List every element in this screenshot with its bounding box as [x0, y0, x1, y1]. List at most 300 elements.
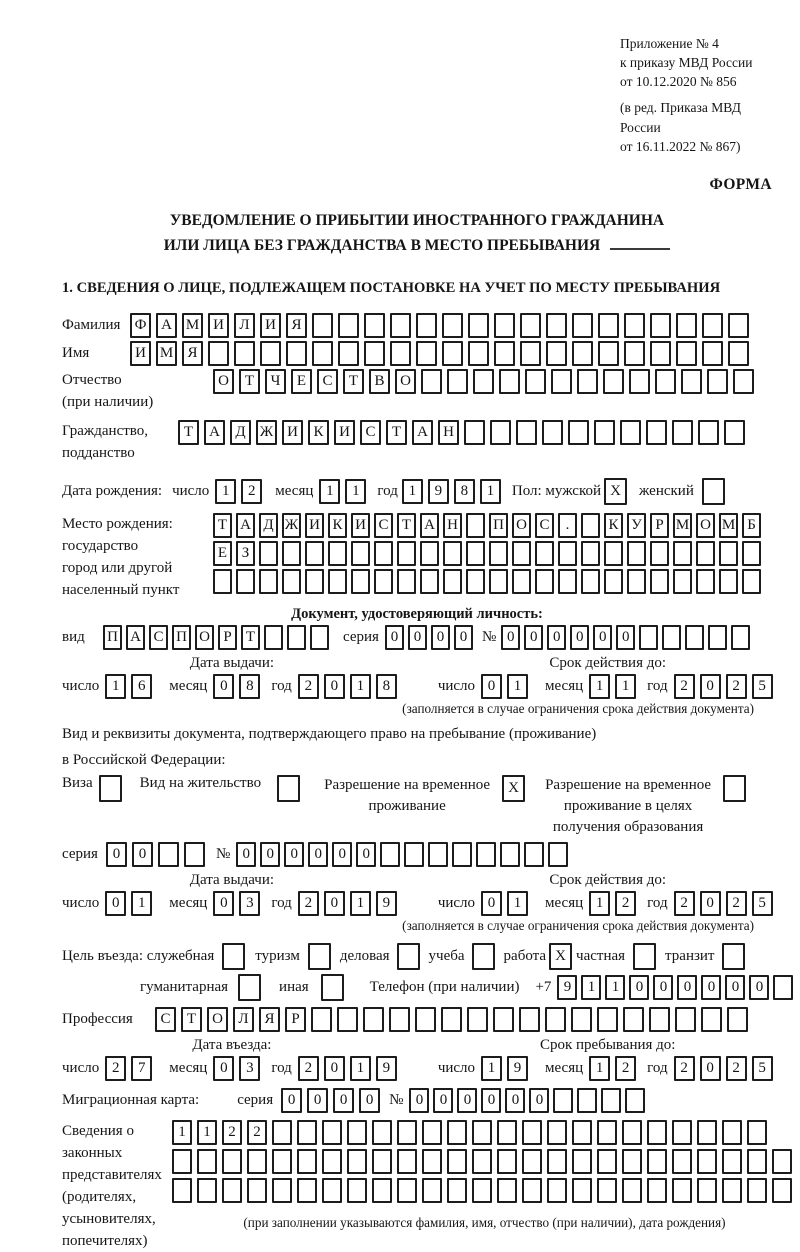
form-cell-empty: [489, 541, 508, 566]
form-cell-filled: 0: [529, 1088, 549, 1113]
form-cell-empty: [572, 1120, 592, 1145]
form-cell-empty: [723, 775, 746, 802]
form-cell-empty: [603, 369, 624, 394]
form-cell-filled: Ч: [265, 369, 286, 394]
residence-doc-text-line1: Вид и реквизиты документа, подтверждающего право на пребывание (проживание): [62, 726, 597, 743]
form-cell-empty: [443, 541, 462, 566]
form-cell-filled: И: [305, 513, 324, 538]
form-cell-empty: [473, 369, 494, 394]
form-cell-filled: 0: [457, 1088, 477, 1113]
form-cell-empty: [337, 1007, 358, 1032]
form-cell-empty: [322, 1178, 342, 1203]
form-cell-empty: [594, 420, 615, 445]
representatives-cell-rows: [172, 1120, 797, 1231]
form-cell-empty: [494, 313, 515, 338]
form-cell-filled: Т: [386, 420, 407, 445]
sex-female-label: женский: [639, 483, 694, 500]
form-cell-empty: [672, 1178, 692, 1203]
form-cell-filled: 0: [307, 1088, 328, 1113]
year-label: год: [647, 678, 668, 695]
form-cell-empty: [597, 1149, 617, 1174]
form-cell-filled: А: [204, 420, 225, 445]
form-cell-empty: [622, 1149, 642, 1174]
temp-permit-option: [324, 775, 525, 817]
given-name-label: Имя: [62, 345, 90, 362]
form-cell-filled: 0: [677, 975, 697, 1000]
doc-issue-month-cells: [213, 674, 265, 699]
form-cell-filled: К: [328, 513, 347, 538]
form-cell-empty: [380, 842, 400, 867]
form-cell-empty: [672, 1149, 692, 1174]
form-cell-filled: Д: [259, 513, 278, 538]
form-cell-empty: [568, 420, 589, 445]
form-title-line2: ИЛИ ЛИЦА БЕЗ ГРАЖДАНСТВА В МЕСТО ПРЕБЫВАНИЯ: [163, 237, 601, 255]
profession-row: [62, 1007, 772, 1032]
entry-date-heading: Дата въезда:: [192, 1037, 272, 1054]
profession-label: Профессия: [62, 1011, 133, 1028]
form-cell-empty: [577, 1088, 597, 1113]
residence-permit-checkbox: [277, 775, 300, 802]
form-cell-empty: [500, 842, 520, 867]
form-cell-empty: [372, 1149, 392, 1174]
form-cell-empty: [312, 313, 333, 338]
birth-year-cells: [402, 479, 506, 504]
form-cell-empty: [597, 1120, 617, 1145]
form-cell-empty: [197, 1178, 217, 1203]
form-cell-filled: 0: [213, 1056, 234, 1081]
form-cell-empty: [546, 313, 567, 338]
doc-valid-year-cells: [674, 674, 778, 699]
permit-valid-day-cells: [481, 891, 533, 916]
form-cell-filled: 0: [333, 1088, 354, 1113]
form-cell-empty: [420, 569, 439, 594]
form-cell-empty: [321, 974, 344, 1001]
form-cell-empty: [347, 1178, 367, 1203]
birth-date-row: [62, 478, 772, 505]
patronymic-cells: [213, 369, 759, 394]
form-cell-filled: О: [213, 369, 234, 394]
permit-validity-note: (заполняется в случае ограничения срока действия документа): [402, 918, 754, 934]
sex-female-checkbox: [702, 478, 725, 505]
form-cell-empty: [647, 1120, 667, 1145]
form-cell-empty: [577, 369, 598, 394]
form-cell-empty: [722, 1149, 742, 1174]
month-label: месяц: [169, 678, 208, 695]
form-cell-empty: [675, 1007, 696, 1032]
form-cell-empty: [772, 1178, 792, 1203]
purpose-second-row: [62, 974, 772, 1001]
form-cell-filled: М: [156, 341, 177, 366]
form-cell-filled: О: [512, 513, 531, 538]
form-cell-empty: [572, 1178, 592, 1203]
form-cell-filled: О: [195, 625, 214, 650]
form-cell-filled: 0: [481, 1088, 501, 1113]
form-cell-empty: [719, 541, 738, 566]
form-cell-filled: 1: [345, 479, 366, 504]
form-cell-filled: X: [604, 478, 627, 505]
form-cell-empty: [452, 842, 472, 867]
form-cell-empty: [234, 341, 255, 366]
form-cell-empty: [747, 1120, 767, 1145]
form-cell-empty: [447, 1120, 467, 1145]
form-cell-empty: [698, 420, 719, 445]
form-cell-filled: К: [308, 420, 329, 445]
form-cell-empty: [404, 842, 424, 867]
form-cell-filled: 0: [281, 1088, 302, 1113]
form-cell-empty: [422, 1120, 442, 1145]
form-cell-empty: [650, 341, 671, 366]
form-cell-filled: 2: [726, 674, 747, 699]
representatives-cells-row2: [172, 1149, 797, 1174]
form-cell-empty: [286, 341, 307, 366]
amendment-line: от 16.11.2022 № 867): [620, 138, 741, 154]
form-cell-filled: Т: [181, 1007, 202, 1032]
citizenship-label: [62, 420, 178, 464]
citizenship-label-line: Гражданство,: [62, 423, 149, 440]
form-cell-filled: 2: [615, 1056, 636, 1081]
form-cell-filled: 1: [589, 1056, 610, 1081]
form-cell-empty: [604, 541, 623, 566]
form-cell-filled: М: [182, 313, 203, 338]
entry-dates-block: [62, 1037, 772, 1081]
form-cell-filled: 0: [324, 1056, 345, 1081]
form-cell-empty: [476, 842, 496, 867]
form-cell-empty: [472, 1149, 492, 1174]
form-cell-empty: [524, 842, 544, 867]
form-cell-empty: [466, 569, 485, 594]
form-cell-filled: 0: [700, 1056, 721, 1081]
form-cell-filled: 0: [106, 842, 127, 867]
form-cell-empty: [650, 541, 669, 566]
form-cell-filled: 0: [524, 625, 543, 650]
form-cell-filled: А: [236, 513, 255, 538]
doc-valid-month-cells: [589, 674, 641, 699]
year-label: год: [377, 483, 398, 500]
form-cell-filled: Л: [234, 313, 255, 338]
form-cell-empty: [338, 313, 359, 338]
form-cell-empty: [647, 1149, 667, 1174]
form-cell-empty: [447, 369, 468, 394]
visa-checkbox: [99, 775, 122, 802]
form-cell-empty: [697, 1149, 717, 1174]
form-cell-empty: [553, 1088, 573, 1113]
form-cell-filled: 1: [402, 479, 423, 504]
form-cell-empty: [742, 569, 761, 594]
form-cell-empty: [282, 569, 301, 594]
surname-row: [62, 313, 772, 338]
citizenship-label-line: подданство: [62, 445, 135, 462]
form-cell-empty: [328, 569, 347, 594]
form-cell-empty: [99, 775, 122, 802]
form-cell-filled: И: [208, 313, 229, 338]
form-cell-empty: [222, 943, 245, 970]
form-cell-filled: 1: [589, 674, 610, 699]
form-cell-empty: [545, 1007, 566, 1032]
form-cell-filled: 0: [308, 842, 328, 867]
purpose-business-checkbox: [397, 943, 420, 970]
month-label: месяц: [545, 678, 584, 695]
form-cell-filled: 1: [589, 891, 610, 916]
form-cell-empty: [364, 313, 385, 338]
form-cell-filled: 5: [752, 1056, 773, 1081]
permit-issue-date-heading: Дата выдачи:: [189, 872, 275, 889]
form-cell-empty: [722, 943, 745, 970]
form-cell-empty: [272, 1178, 292, 1203]
purpose-official-label: Цель въезда: служебная: [62, 948, 215, 965]
form-cell-empty: [649, 1007, 670, 1032]
form-cell-filled: Я: [259, 1007, 280, 1032]
permit-issue-year-cells: [298, 891, 402, 916]
form-cell-empty: [247, 1149, 267, 1174]
form-cell-empty: [338, 341, 359, 366]
form-cell-empty: [447, 1149, 467, 1174]
form-cell-empty: [416, 313, 437, 338]
permit-series-cells: [106, 842, 210, 867]
form-cell-empty: [428, 842, 448, 867]
form-cell-filled: С: [374, 513, 393, 538]
temp-permit-checkbox: [502, 775, 525, 802]
forma-heading: ФОРМА: [709, 175, 772, 193]
form-cell-filled: С: [155, 1007, 176, 1032]
entry-month-cells: [213, 1056, 265, 1081]
form-cell-empty: [512, 541, 531, 566]
form-cell-filled: С: [149, 625, 168, 650]
form-cell-empty: [548, 842, 568, 867]
form-cell-empty: [443, 569, 462, 594]
form-cell-filled: 9: [376, 891, 397, 916]
form-cell-empty: [542, 420, 563, 445]
identity-doc-row: [62, 625, 772, 650]
birthplace-row: [62, 513, 772, 601]
form-cell-empty: [468, 313, 489, 338]
form-cell-filled: 9: [428, 479, 449, 504]
form-cell-filled: 0: [213, 891, 234, 916]
form-cell-filled: 0: [725, 975, 745, 1000]
migration-number-label: №: [389, 1092, 404, 1109]
form-cell-empty: [421, 369, 442, 394]
form-cell-empty: [497, 1120, 517, 1145]
form-cell-empty: [697, 1178, 717, 1203]
form-cell-empty: [728, 313, 749, 338]
form-cell-empty: [247, 1178, 267, 1203]
form-cell-empty: [472, 943, 495, 970]
appendix-reference: [620, 34, 772, 156]
form-cell-filled: Т: [213, 513, 232, 538]
form-cell-filled: Я: [182, 341, 203, 366]
form-cell-empty: [731, 625, 750, 650]
form-cell-empty: [773, 975, 793, 1000]
form-cell-filled: 2: [298, 674, 319, 699]
doc-series-label: серия: [343, 629, 379, 646]
form-cell-filled: 0: [454, 625, 473, 650]
form-cell-filled: 0: [570, 625, 589, 650]
form-cell-filled: 0: [593, 625, 612, 650]
form-cell-empty: [702, 478, 725, 505]
form-cell-empty: [222, 1149, 242, 1174]
form-cell-filled: А: [420, 513, 439, 538]
residence-permit-option: [140, 775, 300, 802]
form-cell-empty: [464, 420, 485, 445]
stay-day-cells: [481, 1056, 533, 1081]
form-cell-empty: [468, 341, 489, 366]
temp-permit-label-line: проживание: [368, 798, 446, 815]
form-cell-empty: [322, 1149, 342, 1174]
form-cell-empty: [238, 974, 261, 1001]
form-cell-empty: [520, 313, 541, 338]
form-cell-empty: [272, 1149, 292, 1174]
given-name-row: [62, 341, 772, 366]
doc-number-label: №: [481, 629, 497, 646]
purpose-study-checkbox: [472, 943, 495, 970]
form-cell-empty: [572, 341, 593, 366]
form-cell-empty: [415, 1007, 436, 1032]
birthplace-cells-row2: [213, 541, 765, 566]
form-cell-empty: [598, 341, 619, 366]
residence-permit-options: [62, 775, 772, 838]
form-cell-empty: [497, 1149, 517, 1174]
doc-dates-block: [62, 655, 772, 699]
form-cell-filled: 2: [298, 891, 319, 916]
form-cell-filled: 0: [284, 842, 304, 867]
form-cell-empty: [662, 625, 681, 650]
form-cell-empty: [701, 1007, 722, 1032]
purpose-other-checkbox: [321, 974, 344, 1001]
form-cell-empty: [374, 569, 393, 594]
form-cell-empty: [546, 341, 567, 366]
form-cell-empty: [572, 313, 593, 338]
month-label: месяц: [169, 895, 208, 912]
form-cell-empty: [696, 569, 715, 594]
form-cell-filled: 0: [501, 625, 520, 650]
form-cell-empty: [364, 341, 385, 366]
day-label: число: [62, 1060, 100, 1077]
form-cell-empty: [447, 1178, 467, 1203]
form-cell-empty: [572, 1149, 592, 1174]
form-cell-empty: [397, 1120, 417, 1145]
form-cell-filled: 0: [700, 891, 721, 916]
form-cell-empty: [522, 1120, 542, 1145]
form-cell-empty: [647, 1178, 667, 1203]
permit-series-row: [62, 842, 772, 867]
form-cell-filled: Т: [241, 625, 260, 650]
form-cell-filled: 1: [105, 674, 126, 699]
form-cell-empty: [441, 1007, 462, 1032]
form-cell-empty: [422, 1149, 442, 1174]
form-cell-empty: [558, 541, 577, 566]
form-cell-filled: 2: [726, 891, 747, 916]
form-cell-filled: 0: [481, 891, 502, 916]
form-cell-filled: Ж: [282, 513, 301, 538]
permit-valid-until-heading: Срок действия до:: [549, 872, 667, 889]
form-cell-filled: 7: [131, 1056, 152, 1081]
form-cell-filled: 0: [629, 975, 649, 1000]
representatives-cells-row3: [172, 1178, 797, 1203]
permit-number-cells: [236, 842, 572, 867]
form-cell-empty: [472, 1178, 492, 1203]
form-cell-filled: Т: [397, 513, 416, 538]
temp-permit-label: [324, 775, 490, 817]
birth-date-label: Дата рождения:: [62, 483, 163, 500]
doc-validity-note: (заполняется в случае ограничения срока действия документа): [402, 701, 754, 717]
month-label: месяц: [169, 1060, 208, 1077]
form-cell-empty: [308, 943, 331, 970]
form-cell-empty: [222, 1178, 242, 1203]
phone-label: Телефон (при наличии): [369, 979, 520, 996]
edu-permit-label-line: проживание в целях: [563, 798, 693, 815]
form-cell-filled: 0: [213, 674, 234, 699]
purpose-transit-label: транзит: [665, 948, 715, 965]
form-cell-filled: X: [549, 943, 572, 970]
form-cell-filled: 0: [260, 842, 280, 867]
form-cell-empty: [535, 569, 554, 594]
form-cell-empty: [597, 1007, 618, 1032]
form-cell-filled: 0: [700, 674, 721, 699]
form-cell-empty: [277, 775, 300, 802]
form-cell-empty: [472, 1120, 492, 1145]
birthplace-cells-row3: [213, 569, 765, 594]
form-cell-empty: [650, 569, 669, 594]
form-cell-filled: О: [207, 1007, 228, 1032]
residence-doc-text-line2: в Российской Федерации:: [62, 752, 226, 769]
edu-permit-option: [545, 775, 746, 838]
year-label: год: [271, 1060, 292, 1077]
form-cell-filled: Т: [343, 369, 364, 394]
form-cell-empty: [629, 369, 650, 394]
surname-cells: [130, 313, 754, 338]
form-cell-filled: М: [719, 513, 738, 538]
doc-issue-year-cells: [298, 674, 402, 699]
form-cell-filled: 1: [350, 891, 371, 916]
form-cell-filled: 1: [215, 479, 236, 504]
form-cell-filled: К: [604, 513, 623, 538]
form-cell-empty: [747, 1149, 767, 1174]
form-cell-filled: 1: [507, 891, 528, 916]
form-cell-empty: [601, 1088, 621, 1113]
form-cell-empty: [633, 943, 656, 970]
form-cell-empty: [747, 1178, 767, 1203]
form-cell-empty: [772, 1149, 792, 1174]
form-cell-empty: [708, 625, 727, 650]
day-label: число: [62, 678, 100, 695]
form-cell-empty: [623, 1007, 644, 1032]
form-cell-empty: [522, 1149, 542, 1174]
form-cell-filled: Б: [742, 513, 761, 538]
doc-series-cells: [385, 625, 477, 650]
form-cell-empty: [490, 420, 511, 445]
form-cell-empty: [620, 420, 641, 445]
form-cell-empty: [390, 341, 411, 366]
form-cell-filled: Ж: [256, 420, 277, 445]
form-cell-filled: 0: [356, 842, 376, 867]
permit-valid-year-cells: [674, 891, 778, 916]
form-cell-empty: [627, 541, 646, 566]
form-cell-empty: [547, 1149, 567, 1174]
form-cell-empty: [742, 541, 761, 566]
year-label: год: [647, 895, 668, 912]
form-cell-filled: С: [535, 513, 554, 538]
form-cell-empty: [655, 369, 676, 394]
form-cell-filled: 1: [350, 674, 371, 699]
form-cell-filled: И: [351, 513, 370, 538]
form-cell-filled: 0: [385, 625, 404, 650]
form-cell-empty: [516, 420, 537, 445]
form-cell-empty: [676, 341, 697, 366]
entry-purpose-row: [62, 943, 772, 970]
form-cell-empty: [547, 1120, 567, 1145]
form-cell-empty: [172, 1149, 192, 1174]
form-title: [62, 208, 772, 258]
form-cell-empty: [374, 541, 393, 566]
